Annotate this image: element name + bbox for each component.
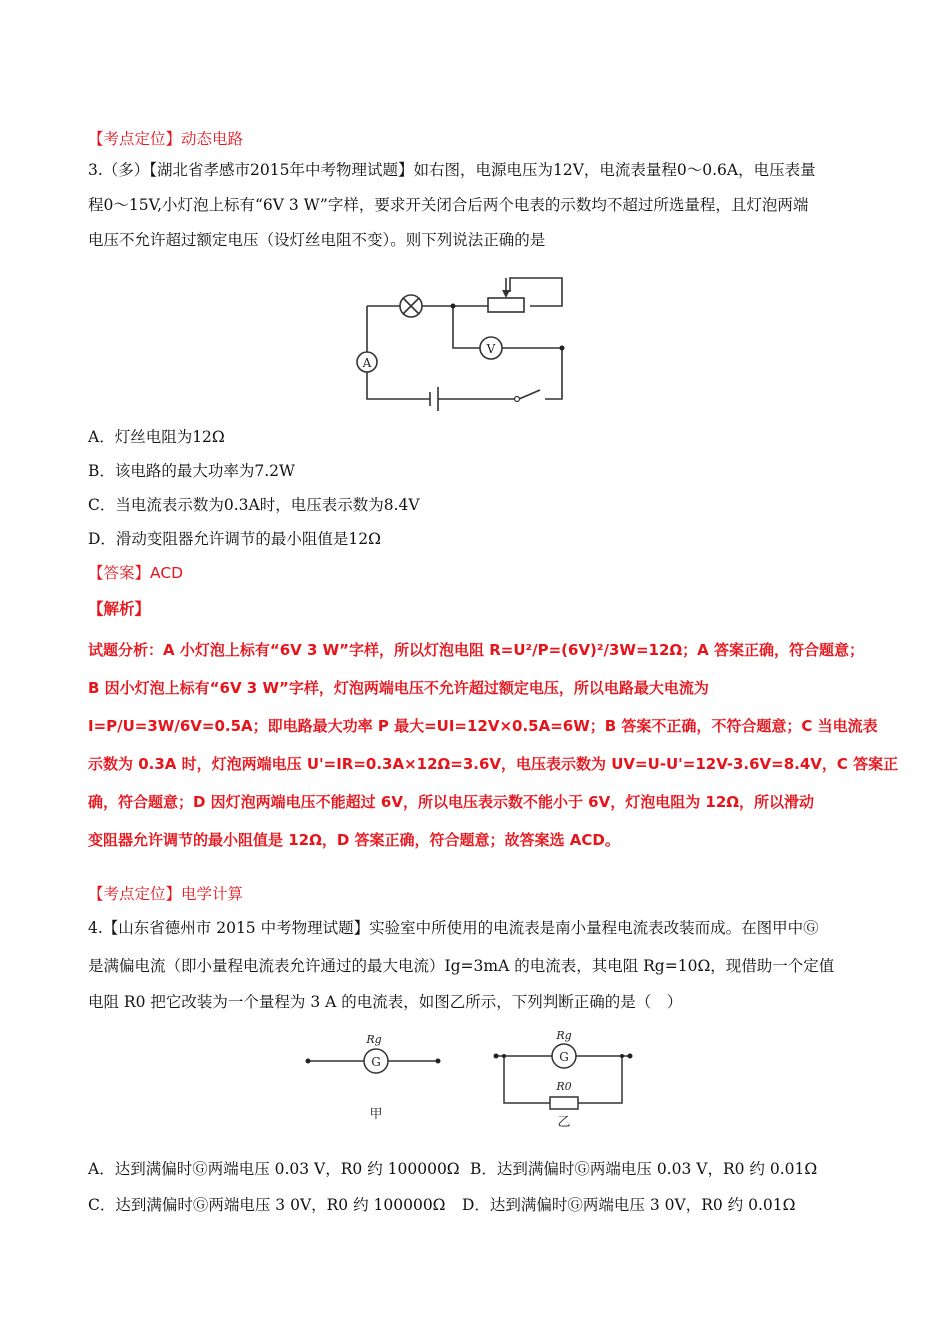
rg-label-2: Rg (556, 1029, 572, 1042)
q4-option-d: D．达到满偏时Ⓖ两端电压 3 0V，R0 约 0.01Ω (462, 1196, 796, 1214)
caption-yi: 乙 (557, 1115, 571, 1130)
voltmeter-label: V (486, 342, 496, 356)
q4-stem-line-2: 是满偏电流（即小量程电流表允许通过的最大电流）Ig=3mA 的电流表，其电阻 Rg=10Ω，现借助一个定值 (88, 957, 835, 975)
rg-label: Rg (366, 1033, 382, 1046)
q3-option-b: B．该电路的最大功率为7.2W (88, 462, 295, 480)
answer-value: ACD (150, 564, 184, 582)
g-label: G (371, 1055, 381, 1069)
q4-option-c: C．达到满偏时Ⓖ两端电压 3 0V，R0 约 100000Ω (88, 1196, 446, 1214)
q3-option-c: C．当电流表示数为0.3A时，电压表示数为8.4V (88, 496, 420, 514)
q4-figure-jia (298, 1026, 458, 1136)
analysis-line-1: 试题分析：A 小灯泡上标有“6V 3 W”字样，所以灯泡电阻 R=U²/P=(6V)²/3W=12Ω；A 答案正确，符合题意； (88, 641, 864, 659)
q4-stem-line-1: 4.【山东省德州市 2015 中考物理试题】实验室中所使用的电流表是南小量程电流表改装而成。在图甲中Ⓖ (88, 919, 819, 937)
r0-label: R0 (556, 1080, 572, 1093)
caption-jia: 甲 (369, 1107, 383, 1122)
resistor-icon (550, 1097, 578, 1109)
q3-option-a: A．灯丝电阻为12Ω (88, 428, 225, 446)
q4-topic-tag: 【考点定位】电学计算 (88, 885, 244, 903)
q4-option-b: B．达到满偏时Ⓖ两端电压 0.03 V，R0 约 0.01Ω (470, 1160, 818, 1178)
answer-label: 【答案】 (88, 564, 151, 582)
q4-option-a: A．达到满偏时Ⓖ两端电压 0.03 V，R0 约 100000Ω (88, 1160, 460, 1178)
analysis-line-4: 示数为 0.3A 时，灯泡两端电压 U'=IR=0.3A×12Ω=3.6V，电压表示数为 UV=U-U'=12V-3.6V=8.4V，C 答案正 (88, 755, 899, 773)
q4-figure-yi (488, 1026, 648, 1136)
analysis-line-5: 确，符合题意；D 因灯泡两端电压不能超过 6V，所以电压表示数不能小于 6V，灯泡电阻为 12Ω，所以滑动 (88, 793, 815, 811)
q3-stem-line-3: 电压不允许超过额定电压（设灯丝电阻不变）。则下列说法正确的是 (88, 231, 546, 249)
analysis-label: 【解析】 (88, 599, 151, 618)
ammeter-label: A (362, 356, 372, 370)
q3-stem-line-1: 3.（多）【湖北省孝感市2015年中考物理试题】如右图，电源电压为12V，电流表量程0～0.6A，电压表量 (88, 161, 816, 179)
q3-stem-line-2: 程0～15V,小灯泡上标有“6V 3 W”字样，要求开关闭合后两个电表的示数均不超过所选量程，且灯泡两端 (88, 196, 809, 214)
g-label-2: G (559, 1050, 569, 1064)
q3-topic-tag: 【考点定位】动态电路 (88, 130, 244, 148)
analysis-line-2: B 因小灯泡上标有“6V 3 W”字样，灯泡两端电压不允许超过额定电压，所以电路最大电流为 (88, 679, 709, 697)
analysis-line-3: I=P/U=3W/6V=0.5A；即电路最大功率 P 最大=UI=12V×0.5A=6W；B 答案不正确，不符合题意；C 当电流表 (88, 717, 878, 735)
q3-answer (88, 562, 183, 584)
analysis-line-6: 变阻器允许调节的最小阻值是 12Ω，D 答案正确，符合题意；故答案选 ACD。 (88, 831, 620, 849)
q3-circuit-diagram (340, 268, 610, 418)
q3-option-d: D．滑动变阻器允许调节的最小阻值是12Ω (88, 530, 382, 548)
q4-stem-line-3: 电阻 R0 把它改装为一个量程为 3 A 的电流表，如图乙所示，下列判断正确的是（ ） (88, 993, 683, 1011)
